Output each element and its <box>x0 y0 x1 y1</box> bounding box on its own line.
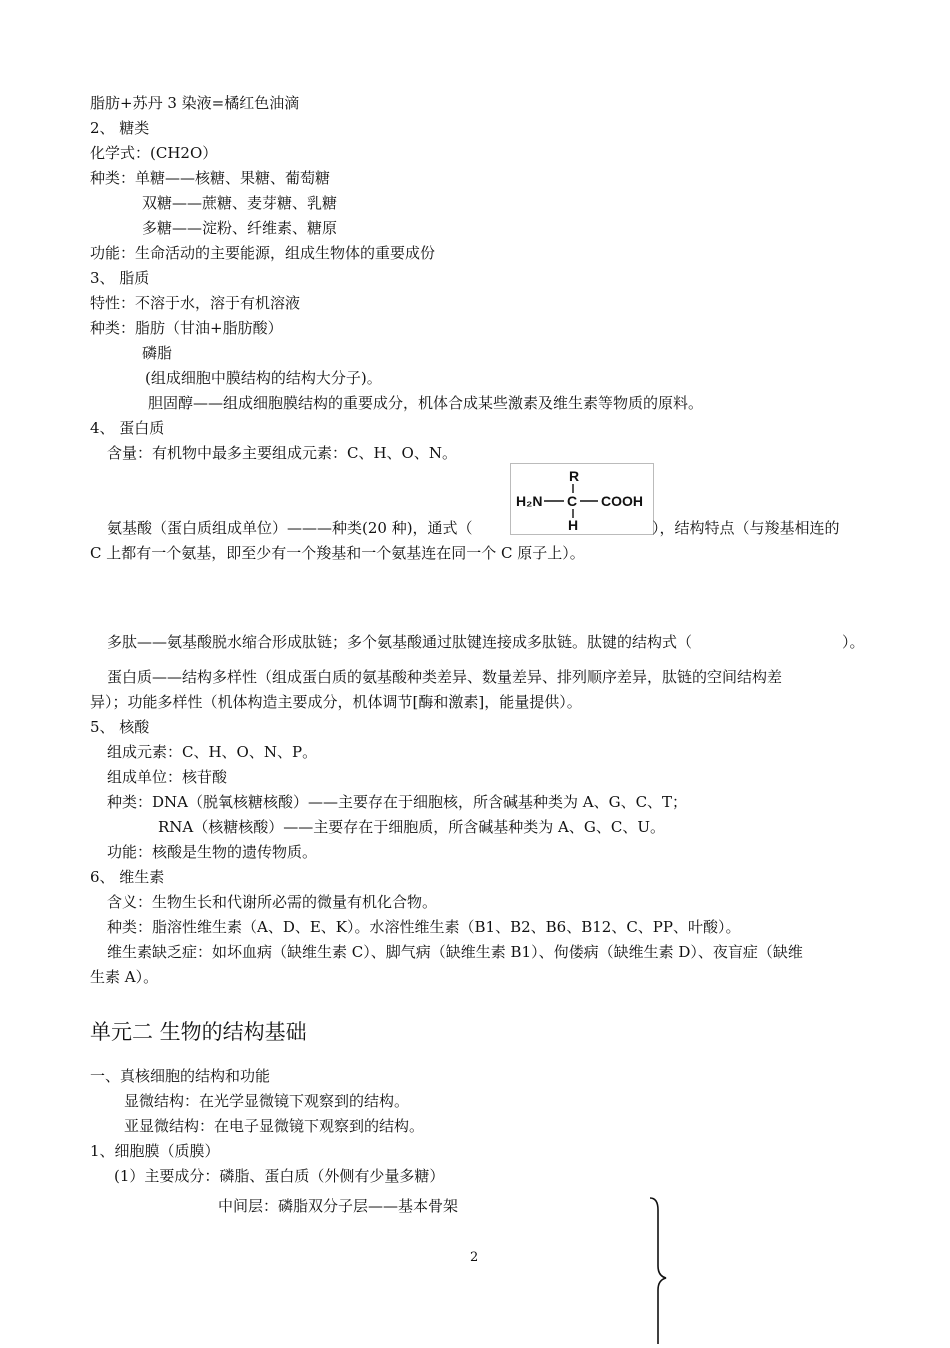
text-line: 异）；功能多样性（机体构造主要成分，机体调节[酶和激素]，能量提供）。 <box>90 693 582 711</box>
formula-h-label: H <box>568 517 579 533</box>
text-line: RNA（核糖核酸）——主要存在于细胞质，所含碱基种类为 A、G、C、U。 <box>158 818 665 836</box>
text-line: 生素 A）。 <box>90 968 159 986</box>
text-line: 脂肪+苏丹 3 染液=橘红色油滴 <box>90 94 300 112</box>
text-line: 功能：生命活动的主要能源，组成生物体的重要成份 <box>90 244 436 262</box>
text-line: 种类：DNA（脱氧核糖核酸）——主要存在于细胞核，所含碱基种类为 A、G、C、T； <box>107 793 688 811</box>
text-line: 亚显微结构：在电子显微镜下观察到的结构。 <box>124 1117 425 1135</box>
text-line: 种类：脂溶性维生素（A、D、E、K）。水溶性维生素（B1、B2、B6、B12、C、PP、叶酸）。 <box>107 918 741 936</box>
text-line: 功能：核酸是生物的遗传物质。 <box>107 843 318 861</box>
text-line: 维生素缺乏症：如坏血病（缺维生素 C）、脚气病（缺维生素 B1）、佝偻病（缺维生素 D）、夜盲症（缺维 <box>107 943 803 961</box>
page-number: 2 <box>470 1250 479 1265</box>
text-line: 多肽——氨基酸脱水缩合形成肽链；多个氨基酸通过肽键连接成多肽链。肽键的结构式（ <box>107 633 693 651</box>
text-line: (组成细胞中膜结构的结构大分子)。 <box>145 369 382 387</box>
text-line: 组成单位：核苷酸 <box>107 768 228 786</box>
formula-cooh-label: COOH <box>601 493 643 509</box>
text-line: ），结构特点（与羧基相连的 <box>652 519 840 537</box>
text-line: 化学式：(CH2O） <box>90 144 218 162</box>
text-line: 特性：不溶于水，溶于有机溶液 <box>90 294 301 312</box>
right-brace-icon <box>646 1196 676 1348</box>
text-line: 1、细胞膜（质膜） <box>90 1142 220 1160</box>
text-line: 种类：单糖——核糖、果糖、葡萄糖 <box>90 169 331 187</box>
text-line: 一、真核细胞的结构和功能 <box>90 1067 271 1085</box>
unit-title: 单元二 生物的结构基础 <box>90 1020 307 1044</box>
text-line: 种类：脂肪（甘油+脂肪酸） <box>90 319 283 337</box>
text-line: (1）主要成分：磷脂、蛋白质（外侧有少量多糖） <box>114 1167 445 1185</box>
text-line: 含量：有机物中最多主要组成元素：C、H、O、N。 <box>107 444 457 462</box>
section-heading-sugars: 2、 糖类 <box>90 119 150 137</box>
text-line: 组成元素：C、H、O、N、P。 <box>107 743 318 761</box>
text-line: 中间层：磷脂双分子层——基本骨架 <box>218 1197 459 1215</box>
section-heading-lipids: 3、 脂质 <box>90 269 150 287</box>
text-line: C 上都有一个氨基，即至少有一个羧基和一个氨基连在同一个 C 原子上）。 <box>90 544 585 562</box>
section-heading-nucleic-acid: 5、 核酸 <box>90 718 150 736</box>
formula-r-label: R <box>569 468 580 484</box>
formula-h2n-label: H₂N <box>516 493 543 509</box>
text-line: 双糖——蔗糖、麦芽糖、乳糖 <box>142 194 338 212</box>
amino-acid-formula-image <box>510 463 654 535</box>
section-heading-vitamins: 6、 维生素 <box>90 868 165 886</box>
text-line: 蛋白质——结构多样性（组成蛋白质的氨基酸种类差异、数量差异、排列顺序差异，肽链的空间结构差 <box>107 668 783 686</box>
text-line: ）。 <box>842 633 865 651</box>
text-line: 胆固醇——组成细胞膜结构的重要成分，机体合成某些激素及维生素等物质的原料。 <box>148 394 704 412</box>
section-heading-protein: 4、 蛋白质 <box>90 419 165 437</box>
text-line: 多糖——淀粉、纤维素、糖原 <box>142 219 338 237</box>
text-line: 磷脂 <box>142 344 173 362</box>
formula-c-label: C <box>567 493 578 509</box>
text-line: 氨基酸（蛋白质组成单位）———种类(20 种)，通式（ <box>107 519 473 537</box>
text-line: 显微结构：在光学显微镜下观察到的结构。 <box>124 1092 410 1110</box>
text-line: 含义：生物生长和代谢所必需的微量有机化合物。 <box>107 893 438 911</box>
